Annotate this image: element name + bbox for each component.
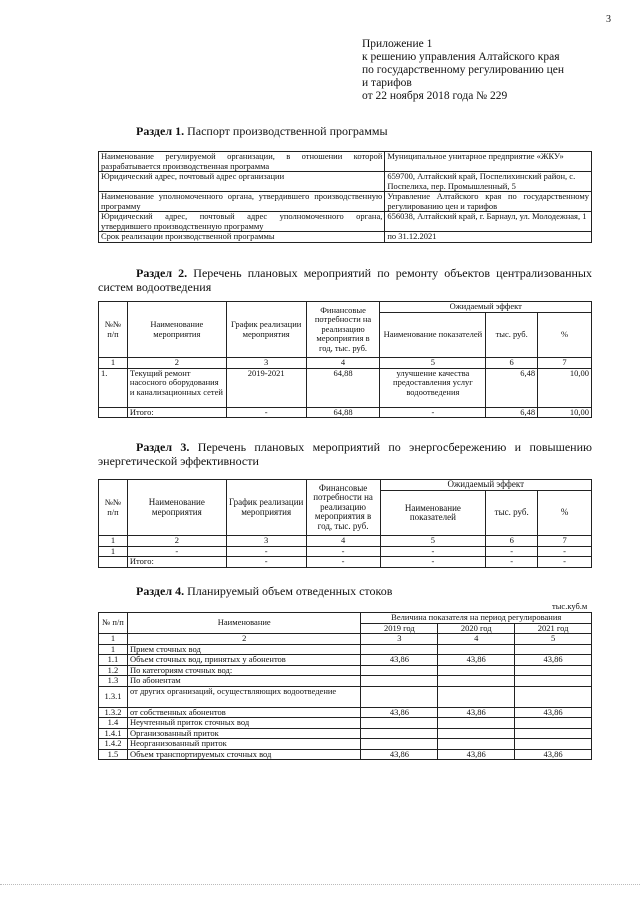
table-cell: 43,86: [361, 655, 438, 666]
header-year: 2021 год: [515, 623, 592, 634]
column-number: 3: [361, 634, 438, 645]
table-cell: 6,48: [486, 368, 538, 407]
column-number: 2: [127, 634, 361, 645]
header-year: 2020 год: [438, 623, 515, 634]
header-indicator: Наименование показателей: [380, 313, 486, 358]
volume-table: [98, 612, 592, 760]
header-thousand: тыс. руб.: [486, 491, 538, 536]
table-row: [99, 749, 592, 760]
table-cell: [438, 686, 515, 707]
column-number: 4: [306, 536, 380, 547]
table-cell: [438, 728, 515, 739]
table-cell: -: [538, 546, 592, 557]
table-cell: [361, 676, 438, 687]
table-cell: 10,00: [538, 368, 592, 407]
table-cell: [99, 407, 128, 418]
section1-title: [136, 124, 388, 139]
table-cell: -: [380, 557, 486, 568]
section3-title: [98, 440, 592, 468]
table-cell: -: [226, 546, 306, 557]
table-cell: 64,88: [306, 407, 380, 418]
table-row: [99, 546, 592, 557]
table-cell: 1.3.1: [99, 686, 128, 707]
table-cell: [361, 686, 438, 707]
table-cell: 1.3.2: [99, 707, 128, 718]
table-cell: [515, 665, 592, 676]
header-percent: %: [538, 313, 592, 358]
repair-table: [98, 301, 592, 418]
table-cell: -: [127, 546, 226, 557]
table-cell: 1.1: [99, 655, 128, 666]
table-row: [99, 686, 592, 707]
column-number: 5: [380, 536, 486, 547]
table-row: [99, 212, 592, 232]
section3-title-rest: Перечень плановых мероприятий по энергосбережению и повышению энергетической эффективности: [98, 440, 592, 468]
column-number: 7: [538, 358, 592, 369]
total-label: Итого:: [127, 557, 226, 568]
table-cell: 10,00: [538, 407, 592, 418]
table-cell: 2019-2021: [226, 368, 306, 407]
column-number: 1: [99, 536, 128, 547]
table-row: [99, 718, 592, 729]
section4-title: [136, 584, 392, 599]
table-cell: 1.2: [99, 665, 128, 676]
table-cell: [438, 739, 515, 750]
table-cell: 1.: [99, 368, 128, 407]
column-number: 6: [486, 358, 538, 369]
column-number: 7: [538, 536, 592, 547]
table-row: [99, 676, 592, 687]
section3-title-bold: Раздел 3.: [136, 440, 190, 454]
table-cell: -: [486, 546, 538, 557]
table-row: [99, 655, 592, 666]
column-number: 1: [99, 634, 128, 645]
table-cell: 43,86: [438, 655, 515, 666]
annex-header: [362, 38, 564, 103]
table-cell: 43,86: [515, 707, 592, 718]
table-row: [99, 172, 592, 192]
section1-title-bold: Раздел 1.: [136, 124, 185, 138]
table-header-row: [99, 613, 592, 624]
column-number: 3: [226, 358, 306, 369]
table-cell: 1.4: [99, 718, 128, 729]
table-cell: [515, 686, 592, 707]
table-cell: 43,86: [438, 707, 515, 718]
table-cell: [515, 644, 592, 655]
table-cell: Текущий ремонт насосного оборудования и канализационных сетей: [127, 368, 226, 407]
table-cell: -: [306, 557, 380, 568]
table-cell: [438, 665, 515, 676]
table-cell: 43,86: [438, 749, 515, 760]
table-header-row: [99, 302, 592, 313]
table-header-row: [99, 480, 592, 491]
column-number: 3: [226, 536, 306, 547]
header-name: Наименование мероприятия: [127, 302, 226, 358]
table-cell: от других организаций, осуществляющих водоотведение: [127, 686, 361, 707]
total-label: Итого:: [127, 407, 226, 418]
column-number: 2: [127, 536, 226, 547]
header-effect: Ожидаемый эффект: [380, 480, 591, 491]
table-row: [99, 739, 592, 750]
table-cell: Объем сточных вод, принятых у абонентов: [127, 655, 361, 666]
table-cell: По категориям сточных вод:: [127, 665, 361, 676]
column-number: 5: [515, 634, 592, 645]
header-num: №№ п/п: [99, 480, 128, 536]
table-cell: Управление Алтайского края по государственному регулированию цен и тарифов: [385, 192, 592, 212]
table-row: [99, 728, 592, 739]
table-cell: По абонентам: [127, 676, 361, 687]
table-cell: Юридический адрес, почтовый адрес уполномоченного органа, утвердившего производственную программу: [99, 212, 385, 232]
table-cell: [515, 728, 592, 739]
table-cell: -: [226, 407, 306, 418]
header-num: № п/п: [99, 613, 128, 634]
header-thousand: тыс. руб.: [486, 313, 538, 358]
section2-title-bold: Раздел 2.: [136, 266, 188, 280]
header-num: №№ п/п: [99, 302, 128, 358]
header-finance: Финансовые потребности на реализацию мероприятия в год, тыс. руб.: [306, 302, 380, 358]
table-cell: [99, 557, 128, 568]
annex-line: и тарифов: [362, 77, 412, 89]
column-number: 4: [306, 358, 380, 369]
header-effect: Ожидаемый эффект: [380, 302, 592, 313]
table-cell: Наименование уполномоченного органа, утвердившего производственную программу: [99, 192, 385, 212]
table-cell: 1.4.2: [99, 739, 128, 750]
table-cell: от собственных абонентов: [127, 707, 361, 718]
table-cell: 656038, Алтайский край, г. Барнаул, ул. Молодежная, 1: [385, 212, 592, 232]
header-schedule: График реализации мероприятия: [226, 302, 306, 358]
table-cell: Неорганизованный приток: [127, 739, 361, 750]
column-number: 6: [486, 536, 538, 547]
table-cell: 43,86: [361, 749, 438, 760]
table-row: [99, 368, 592, 407]
column-number: 4: [438, 634, 515, 645]
table-cell: Наименование регулируемой организации, в отношении которой разрабатывается производственная программа: [99, 152, 385, 172]
column-number-row: [99, 634, 592, 645]
table-cell: [438, 718, 515, 729]
column-number-row: [99, 536, 592, 547]
table-cell: [361, 739, 438, 750]
table-row: [99, 192, 592, 212]
header-period: Величина показателя на период регулирования: [361, 613, 592, 624]
column-number: 5: [380, 358, 486, 369]
table-cell: Муниципальное унитарное предприятие «ЖКУ»: [385, 152, 592, 172]
table-cell: [361, 728, 438, 739]
table-cell: Организованный приток: [127, 728, 361, 739]
table-cell: [515, 718, 592, 729]
annex-line: по государственному регулированию цен: [362, 64, 565, 76]
table-row: [99, 665, 592, 676]
table-cell: [515, 739, 592, 750]
table-cell: 1: [99, 644, 128, 655]
header-name: Наименование мероприятия: [127, 480, 226, 536]
header-year: 2019 год: [361, 623, 438, 634]
page-number: 3: [606, 14, 611, 25]
column-number: 2: [127, 358, 226, 369]
header-percent: %: [538, 491, 592, 536]
table-cell: 43,86: [515, 655, 592, 666]
table-cell: 64,88: [306, 368, 380, 407]
column-number-row: [99, 358, 592, 369]
table-cell: -: [538, 557, 592, 568]
annex-line: Приложение 1: [362, 38, 433, 50]
header-name: Наименование: [127, 613, 361, 634]
table-total-row: [99, 557, 592, 568]
header-indicator: Наименование показателей: [380, 491, 486, 536]
table-row: [99, 232, 592, 243]
energy-table: [98, 479, 592, 568]
table-cell: 1.3: [99, 676, 128, 687]
table-total-row: [99, 407, 592, 418]
table-cell: Юридический адрес, почтовый адрес организации: [99, 172, 385, 192]
annex-line: от 22 ноября 2018 года № 229: [362, 90, 508, 102]
annex-line: к решению управления Алтайского края: [362, 51, 560, 63]
table-cell: Объем транспортируемых сточных вод: [127, 749, 361, 760]
table-cell: -: [226, 557, 306, 568]
table-cell: 43,86: [361, 707, 438, 718]
table-cell: [438, 644, 515, 655]
table-cell: 1: [99, 546, 128, 557]
table-cell: 659700, Алтайский край, Поспелихинский район, с. Поспелиха, пер. Промышленный, 5: [385, 172, 592, 192]
table-cell: [361, 718, 438, 729]
table-cell: 43,86: [515, 749, 592, 760]
table-cell: 1.5: [99, 749, 128, 760]
page-bottom-divider: [0, 884, 640, 885]
passport-table: [98, 151, 592, 243]
section2-title: [98, 266, 592, 294]
units-label: тыс.куб.м: [552, 601, 588, 611]
table-cell: [438, 676, 515, 687]
table-cell: Срок реализации производственной программы: [99, 232, 385, 243]
column-number: 1: [99, 358, 128, 369]
table-cell: [515, 676, 592, 687]
header-finance: Финансовые потребности на реализацию мероприятия в год, тыс. руб.: [306, 480, 380, 536]
header-schedule: График реализации мероприятия: [226, 480, 306, 536]
table-cell: -: [306, 546, 380, 557]
table-cell: [361, 665, 438, 676]
table-row: [99, 644, 592, 655]
table-cell: [361, 644, 438, 655]
table-cell: Неучтенный приток сточных вод: [127, 718, 361, 729]
section2-title-rest: Перечень плановых мероприятий по ремонту объектов централизованных систем водоотведения: [98, 266, 592, 294]
table-cell: по 31.12.2021: [385, 232, 592, 243]
table-cell: 1.4.1: [99, 728, 128, 739]
section4-title-rest: Планируемый объем отведенных стоков: [184, 584, 393, 598]
table-cell: 6,48: [486, 407, 538, 418]
table-row: [99, 152, 592, 172]
table-row: [99, 707, 592, 718]
section4-title-bold: Раздел 4.: [136, 584, 185, 598]
table-cell: Прием сточных вод: [127, 644, 361, 655]
table-cell: улучшение качества предоставления услуг водоотведения: [380, 368, 486, 407]
table-cell: -: [380, 546, 486, 557]
table-cell: -: [380, 407, 486, 418]
section1-title-rest: Паспорт производственной программы: [184, 124, 388, 138]
table-cell: -: [486, 557, 538, 568]
